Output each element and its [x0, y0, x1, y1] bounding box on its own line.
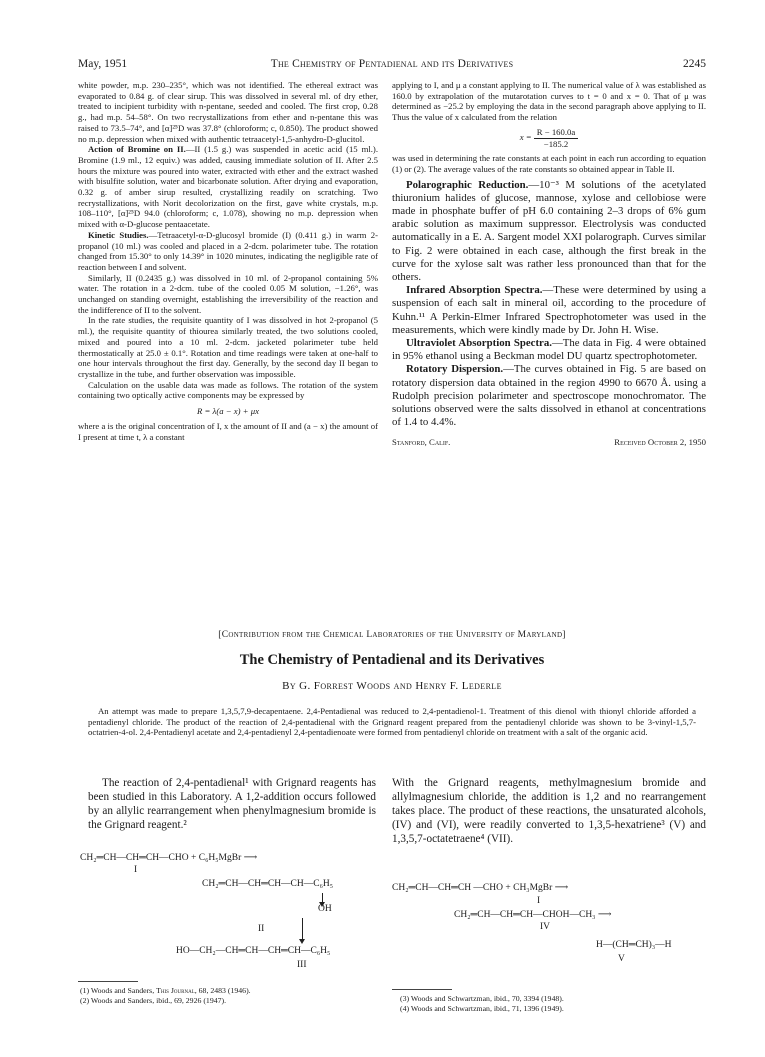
- compound-label: II: [258, 924, 265, 934]
- contribution-line: [Contribution from the Chemical Laboratories of the University of Maryland]: [218, 630, 566, 640]
- run-in-heading: Action of Bromine on II.: [88, 144, 186, 155]
- paragraph: In the rate studies, the requisite quantity of I was dissolved in hot 2-propanol (5 ml.), the requisite quantity of thiourea similarly treated, the two solutions cooled, mixed and poured into a 10 ml. 2-dcm. jacketed polarimeter tube held thermostatically at 25.0 ± 0.1°. Rotation and time readings were taken at one-half to one hour intervals throughout the first day. Generally, by the second day II began to crystallize in the tube, and further observation was impossible.: [78, 315, 378, 379]
- fraction-numerator: R − 160.0a: [534, 127, 578, 139]
- run-in-heading: Rotatory Dispersion.: [406, 363, 504, 376]
- reaction-1-formula: CH₂═CH—CH═CH —CHO + CH₃MgBr ⟶: [392, 883, 569, 893]
- run-in-heading: Polarographic Reduction.: [406, 178, 529, 191]
- footnote-1: (1) Woods and Sanders, This Journal, 68, 2483 (1946).: [80, 986, 251, 995]
- paragraph: applying to I, and μ a constant applying to II. The numerical value of λ was established as 160.0 by extrapolation of the mutarotation curves to t = 0 and x = 0. That of μ was determined as −25.2 by employing the data in the second paragraph above applying to II. Thus the value of x calculated from the relation: [392, 80, 706, 123]
- footnote-3: (3) Woods and Schwartzman, ibid., 70, 3394 (1948).: [400, 994, 564, 1003]
- paragraph: was used in determining the rate constants at each point in each run according to equation (1) or (2). The average values of the rate constants so obtained appear in Table II.: [392, 153, 706, 174]
- compound-label: IV: [540, 922, 551, 932]
- paragraph: Rotatory Dispersion.—The curves obtained in Fig. 5 are based on rotatory dispersion data obtained in the region 4990 to 6670 Å. using a Rudolph precision polarimeter and spectroscope monochromator. The solutions observed were the salts dissolved in ethanol at concentrations of 1.4 to 4.4%.: [392, 363, 707, 429]
- paragraph: Action of Bromine on II.—II (1.5 g.) was suspended in acetic acid (15 ml.). Bromine (1.9 ml., 12 equiv.) was added, causing immediate solution of II. After 2.5 hours the mixture was poured into water, extracted with ether and the extract washed with bisulfite solution, water and bicarbonate solution. After drying and evaporation, 0.32 g. of amber sirup resulted, crystallizing readily on scratching. Two recrystallizations, with Norit decolorization on the first, gave white crystals, m.p. 108–110°, [α]²⁵D 94.0 (chloroform; c, 1.078), showing no m.p. depression when mixed with α-D-glucose pentaacetate.: [78, 144, 378, 230]
- running-header: [78, 58, 706, 74]
- fraction-denominator: −185.2: [543, 138, 569, 149]
- down-arrow-icon: [302, 918, 303, 940]
- bond-line: [322, 893, 323, 903]
- paragraph: Kinetic Studies.—Tetraacetyl-α-D-glucosyl bromide (I) (0.411 g.) in warm 2-propanol (10 ml.) was cooled and placed in a 2-dcm. polarimeter tube. The rotation changed from 15.30° to only 14.39° in 1020 minutes, indicating the negligible rate of reaction between I and solvent.: [78, 229, 378, 272]
- equation-fraction: [534, 127, 578, 149]
- location: Stanford, Calif.: [392, 437, 451, 448]
- reaction-3-formula: H—(CH═CH)₃—H: [596, 940, 672, 950]
- header-date: May, 1951: [78, 58, 128, 70]
- paragraph: Infrared Absorption Spectra.—These were determined by using a suspension of each salt in mineral oil, according to the procedure of Kuhn.¹¹ A Perkin-Elmer Infrared Spectrophotometer was used in the measurements, which were kindly made by Dr. John H. Wise.: [392, 284, 706, 336]
- paragraph: white powder, m.p. 230–235°, which was not identified. The ethereal extract was evaporated to 0.84 g. of clear sirup. This was dissolved in several ml. of dry ether, treated to incipient turbidity with n-pentane, seeded and cooled. The first crop, 0.28 g., had m.p. 54–58°. On two recrystallizations from ether and n-pentane this was raised to 73.5–74°, and [α]²⁵D was 37.8° (chloroform; c, 0.850). The product showed no m.p. depression when mixed with authentic tetraacetyl-1,5-anhydro-D-glucitol.: [78, 80, 378, 144]
- compound-label: I: [134, 865, 138, 875]
- footnotes-right: [400, 994, 706, 1014]
- right-column-sections: [392, 179, 706, 430]
- header-journal-title: The Chemistry of Pentadienal and its Derivatives: [270, 58, 514, 70]
- footnote-rule: [78, 981, 138, 982]
- left-column-experimental: [78, 80, 378, 442]
- footnote-4: (4) Woods and Schwartzman, ibid., 71, 1396 (1949).: [400, 1004, 564, 1013]
- paragraph: Polarographic Reduction.—10⁻³ M solutions of the acetylated thiuronium halides of glucose, mannose, xylose and cellobiose were made in phosphate buffer of pH 6.0 containing 2–3 drops of 6% gum arabic solution as maximum suppressor. Electrolysis was conducted automatically in a E. A. Sargent model XXI polarograph. Curves similar to Fig. 2 were obtained in each case, although the first break in the curve for the xylose salt was rather less pronounced than that for the others.: [392, 178, 706, 284]
- reaction-1-formula: CH₂═CH—CH═CH—CHO + C₆H₅MgBr ⟶: [80, 853, 258, 863]
- footnote-2: (2) Woods and Sanders, ibid., 69, 2926 (1947).: [80, 996, 227, 1005]
- compound-label: III: [297, 960, 307, 970]
- run-in-heading: Ultraviolet Absorption Spectra.: [406, 337, 552, 350]
- equation-1: R = λ(a − x) + μx: [197, 406, 259, 417]
- footnote-rule: [392, 989, 452, 990]
- hydroxyl-group: OH: [318, 904, 332, 914]
- right-column-experimental: [392, 80, 706, 447]
- equation-2: [392, 127, 706, 149]
- paragraph: Ultraviolet Absorption Spectra.—The data in Fig. 4 were obtained in 95% ethanol using a Beckman model DU quartz spectrophotometer.: [392, 337, 706, 363]
- header-page-number: 2245: [683, 58, 706, 70]
- equation-lhs: x =: [519, 132, 532, 143]
- reaction-2-formula: CH₂═CH—CH═CH—CH—C₆H₅: [202, 879, 334, 889]
- reaction-2-formula: CH₂═CH—CH═CH—CHOH—CH₃ ⟶: [454, 910, 612, 920]
- paragraph: Calculation on the usable data was made as follows. The rotation of the system containing two optically active components may be expressed by: [78, 379, 378, 401]
- body-left-paragraph: The reaction of 2,4-pentadienal¹ with Grignard reagents has been studied in this Laboratory. A 1,2-addition occurs followed by an allylic rearrangement when phenylmagnesium bromide is the Grignard reagent.²: [88, 777, 376, 831]
- received-date: Received October 2, 1950: [614, 437, 706, 448]
- compound-label: V: [618, 954, 625, 964]
- paragraph: where a is the original concentration of I, x the amount of II and (a − x) the amount of I present at time t, λ a constant: [78, 420, 378, 442]
- article-end-line: [392, 437, 706, 447]
- article-authors: By G. Forrest Woods and Henry F. Lederle: [282, 680, 502, 692]
- footnotes-left: [80, 986, 380, 1006]
- compound-label: I: [537, 896, 541, 906]
- run-in-heading: Kinetic Studies.: [88, 229, 149, 240]
- article-title: The Chemistry of Pentadienal and its Derivatives: [239, 652, 545, 668]
- paragraph: Similarly, II (0.2435 g.) was dissolved in 10 ml. of 2-propanol containing 5% water. The rotation in a 2-dcm. tube of the cooled 0.05 M solution, −1.26°, was unchanged on standing overnight, establishing the irreversibility of the reaction and the indifference of II to the solvent.: [78, 272, 378, 315]
- reaction-3-formula: HO—CH₂—CH═CH—CH═CH—C₆H₅: [176, 946, 331, 956]
- run-in-heading: Infrared Absorption Spectra.: [406, 284, 543, 297]
- body-right-paragraph: With the Grignard reagents, methylmagnesium bromide and allylmagnesium chloride, the addition is 1,2 and no rearrangement takes place. The product of these reactions, the unsaturated alcohols, (IV) and (VI), were readily converted to 1,3,5-hexatriene³ (V) and 1,3,5,7-octatetraene⁴ (VII).: [392, 777, 706, 845]
- article-abstract: An attempt was made to prepare 1,3,5,7,9-decapentaene. 2,4-Pentadienal was reduced to 2,4-pentadienol-1. Treatment of this dienol with thionyl chloride afforded a pentadienyl chloride. The product of the reaction of 2,4-pentadienal with the Grignard reagent prepared from the pentadienyl chloride was shown to be 3-vinyl-1,5,7-octatrien-4-ol. 2,4-Pentadienyl acetate and 2,4-pentadienyl 2,4-pentadienoate were formed from pentadienyl chloride on treatment with a salt of the organic acid.: [88, 706, 696, 737]
